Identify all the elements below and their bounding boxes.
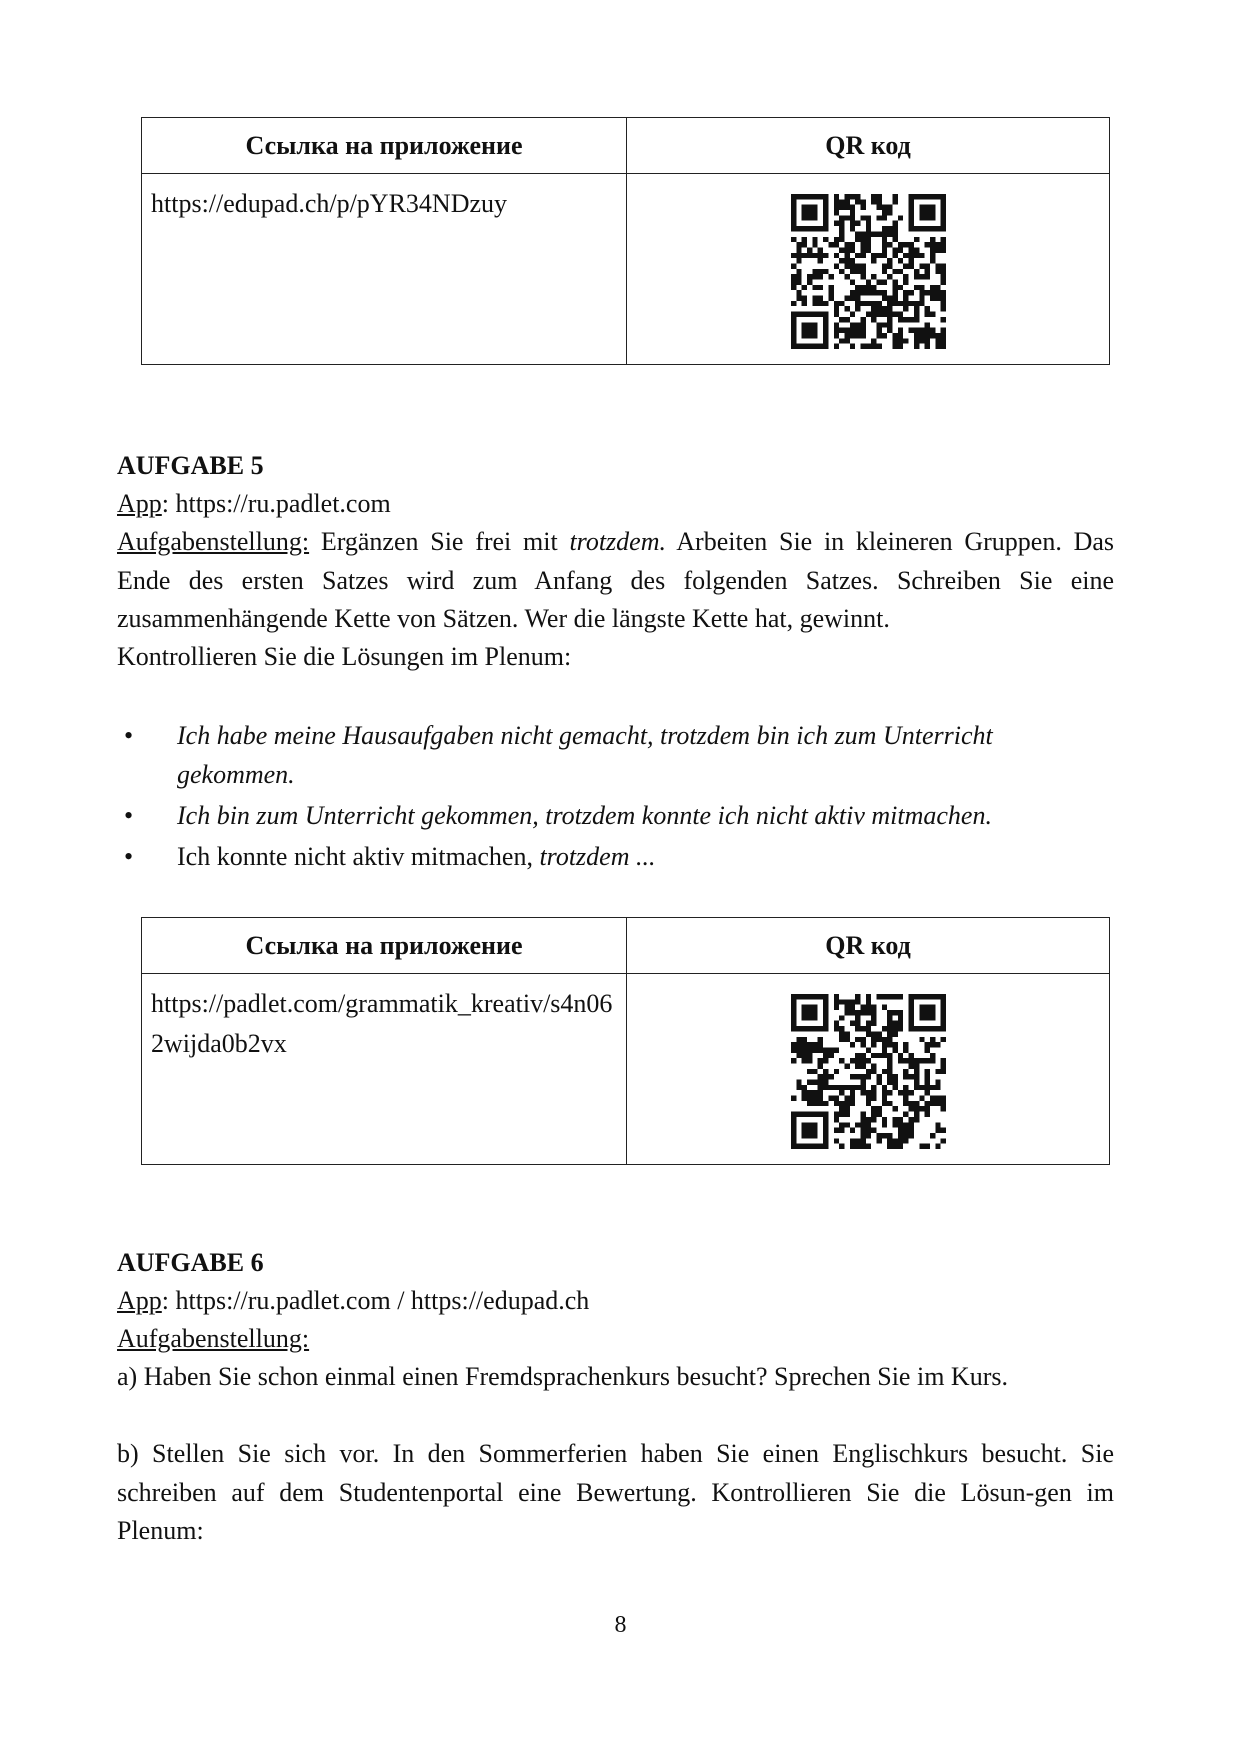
task6-part-b: b) Stellen Sie sich vor. In den Sommerferien haben Sie einen Englischkurs besucht. Sie schreiben auf dem Studentenportal eine Bewertung. Kontrollieren Sie die Lösun-gen im Plenum: (117, 1439, 1114, 1545)
qr-code-cell (627, 974, 1110, 1165)
example-sentence: Ich konnte nicht aktiv mitmachen, (177, 842, 540, 871)
list-item: • Ich konnte nicht aktiv mitmachen, trotzdem ... (124, 842, 656, 871)
example-emphasis: trotzdem ... (539, 842, 656, 871)
instruction-text-cont: Arbeiten Sie in kleineren Gruppen. Das Ende des ersten Satzes wird zum Anfang des folgenden Satzes. Schreiben Sie eine zusammenhängende Kette von Sätzen. Wer die längste Kette hat, gewinnt. (117, 527, 1115, 633)
task5-app-line (117, 485, 1114, 524)
task6-title: AUFGABE 6 (117, 1248, 264, 1277)
app-value: : https://ru.padlet.com (161, 489, 391, 518)
table-header-link: Ссылка на приложение (142, 118, 627, 174)
qr-code-icon (791, 194, 946, 349)
table-header-qr: QR код (627, 918, 1110, 974)
example-sentence: Ich bin zum Unterricht gekommen, trotzdem konnte ich nicht aktiv mitmachen. (177, 801, 992, 830)
instruction-label: Aufgabenstellung: (117, 527, 310, 556)
table-header-qr: QR код (627, 118, 1110, 174)
task5-title: AUFGABE 5 (117, 451, 264, 480)
example-sentence: Ich habe meine Hausaufgaben nicht gemacht, trotzdem bin ich zum Unterricht gekommen. (177, 721, 993, 789)
link-table-2 (141, 917, 1110, 1165)
app-label: App (117, 1286, 162, 1315)
link-table-1 (141, 117, 1110, 365)
qr-code-icon (791, 994, 946, 1149)
task5-instruction-end: Kontrollieren Sie die Lösungen im Plenum: (117, 642, 572, 671)
instruction-text: Ergänzen Sie frei mit (309, 527, 570, 556)
app-value: : https://ru.padlet.com / https://edupad.ch (161, 1286, 590, 1315)
page-number: 8 (614, 1612, 627, 1638)
task5-instruction (117, 523, 1114, 639)
app-label: App (117, 489, 162, 518)
app-link-url[interactable]: https://padlet.com/grammatik_kreativ/s4n062wijda0b2vx (142, 974, 627, 1165)
table-header-link: Ссылка на приложение (142, 918, 627, 974)
instruction-label: Aufgabenstellung: (117, 1324, 310, 1353)
list-item: • Ich bin zum Unterricht gekommen, trotzdem konnte ich nicht aktiv mitmachen. (124, 801, 992, 830)
app-link-url[interactable]: https://edupad.ch/p/pYR34NDzuy (142, 174, 627, 365)
instruction-emphasis: trotzdem. (569, 527, 666, 556)
example-list (117, 716, 1114, 878)
task6-part-a: a) Haben Sie schon einmal einen Fremdsprachenkurs besucht? Sprechen Sie im Kurs. (117, 1362, 1008, 1391)
qr-code-cell (627, 174, 1110, 365)
task6-app-line (117, 1282, 1114, 1321)
list-item: • Ich habe meine Hausaufgaben nicht gemacht, trotzdem bin ich zum Unterricht gekommen. (124, 721, 993, 789)
